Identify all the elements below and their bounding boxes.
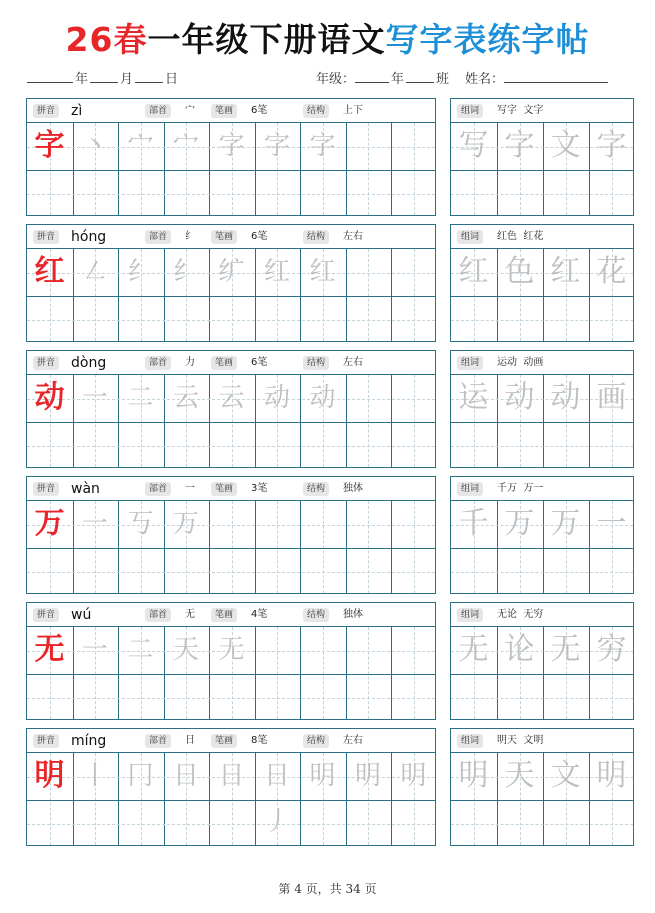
word-practice-block bbox=[450, 98, 634, 216]
writing-grid bbox=[451, 375, 633, 467]
strokes-label: 笔画 bbox=[211, 356, 237, 370]
page-title bbox=[0, 14, 655, 61]
word-info-header bbox=[451, 99, 633, 123]
date-line: 年 月 日 bbox=[27, 68, 180, 87]
stroke-trace-character[interactable]: 冂 bbox=[127, 761, 154, 791]
stroke-trace-character[interactable]: 一 bbox=[81, 383, 108, 413]
grade-blank[interactable] bbox=[355, 71, 389, 83]
radical-value: 纟 bbox=[185, 231, 195, 242]
target-character: 万 bbox=[34, 506, 65, 541]
word-trace-character[interactable]: 论 bbox=[504, 632, 535, 667]
radical-value: 宀 bbox=[185, 105, 195, 116]
words-value: 千万 万一 bbox=[497, 483, 544, 494]
writing-grid bbox=[451, 627, 633, 719]
page-number: 第 4 页，共 34 页 bbox=[278, 882, 377, 896]
stroke-trace-character[interactable]: 宀 bbox=[172, 131, 199, 161]
word-trace-character[interactable]: 千 bbox=[458, 506, 489, 541]
pinyin-value: hóng bbox=[71, 229, 107, 245]
stroke-trace-character[interactable]: 日 bbox=[218, 761, 245, 791]
char-info-header bbox=[27, 477, 435, 501]
words-label: 组词 bbox=[457, 230, 483, 244]
student-line: 年级： 年 班 姓名： bbox=[316, 68, 608, 87]
stroke-trace-character[interactable]: 动 bbox=[263, 383, 290, 413]
stroke-trace-character[interactable]: 丂 bbox=[127, 509, 154, 539]
char-info-header bbox=[27, 225, 435, 249]
word-trace-character[interactable]: 万 bbox=[504, 506, 535, 541]
target-character: 无 bbox=[34, 632, 65, 667]
strokes-label: 笔画 bbox=[211, 482, 237, 496]
title-subject: 写字表练字帖 bbox=[385, 20, 590, 59]
word-practice-block bbox=[450, 224, 634, 342]
strokes-label: 笔画 bbox=[211, 230, 237, 244]
radical-value: 力 bbox=[185, 357, 195, 368]
writing-grid bbox=[451, 123, 633, 215]
word-trace-character[interactable]: 红 bbox=[550, 254, 581, 289]
structure-label: 结构 bbox=[303, 608, 329, 622]
words-value: 运动 动画 bbox=[497, 357, 544, 368]
words-label: 组词 bbox=[457, 482, 483, 496]
radical-label: 部首 bbox=[145, 104, 171, 118]
word-trace-character[interactable]: 画 bbox=[596, 380, 627, 415]
stroke-trace-character[interactable]: 纟 bbox=[127, 257, 154, 287]
char-practice-block bbox=[26, 476, 436, 594]
char-info-header bbox=[27, 99, 435, 123]
word-trace-character[interactable]: 运 bbox=[458, 380, 489, 415]
word-trace-character[interactable]: 色 bbox=[504, 254, 535, 289]
stroke-trace-character[interactable]: 红 bbox=[309, 257, 336, 287]
word-trace-character[interactable]: 动 bbox=[550, 380, 581, 415]
radical-label: 部首 bbox=[145, 356, 171, 370]
word-practice-block bbox=[450, 476, 634, 594]
radical-label: 部首 bbox=[145, 734, 171, 748]
strokes-value: 4笔 bbox=[251, 609, 268, 620]
word-trace-character[interactable]: 穷 bbox=[596, 632, 627, 667]
pinyin-label: 拼音 bbox=[33, 734, 59, 748]
stroke-trace-character[interactable]: 丶 bbox=[81, 131, 108, 161]
char-info-header bbox=[27, 351, 435, 375]
word-practice-block bbox=[450, 602, 634, 720]
pinyin-value: wàn bbox=[71, 481, 100, 497]
structure-label: 结构 bbox=[303, 230, 329, 244]
structure-value: 左右 bbox=[343, 357, 363, 368]
word-trace-character[interactable]: 字 bbox=[596, 128, 627, 163]
stroke-trace-character[interactable]: 宀 bbox=[127, 131, 154, 161]
structure-value: 左右 bbox=[343, 735, 363, 746]
stroke-trace-character[interactable]: 一 bbox=[81, 635, 108, 665]
word-trace-character[interactable]: 字 bbox=[504, 128, 535, 163]
word-trace-character[interactable]: 明 bbox=[596, 758, 627, 793]
stroke-trace-character[interactable]: 明 bbox=[400, 761, 427, 791]
pinyin-value: zì bbox=[71, 103, 83, 119]
radical-value: 无 bbox=[185, 609, 195, 620]
pinyin-value: wú bbox=[71, 607, 92, 623]
word-trace-character[interactable]: 无 bbox=[550, 632, 581, 667]
words-value: 无论 无穷 bbox=[497, 609, 544, 620]
structure-value: 独体 bbox=[343, 483, 363, 494]
title-year: 26春 bbox=[65, 20, 148, 59]
word-info-header bbox=[451, 729, 633, 753]
char-practice-block bbox=[26, 350, 436, 468]
radical-label: 部首 bbox=[145, 608, 171, 622]
writing-grid bbox=[451, 249, 633, 341]
structure-value: 上下 bbox=[343, 105, 363, 116]
stroke-trace-character[interactable]: 纟 bbox=[172, 257, 199, 287]
word-trace-character[interactable]: 一 bbox=[596, 506, 627, 541]
stroke-trace-character[interactable]: 字 bbox=[263, 131, 290, 161]
target-character: 红 bbox=[34, 254, 65, 289]
stroke-trace-character[interactable]: 日 bbox=[172, 761, 199, 791]
stroke-trace-character[interactable]: 纩 bbox=[218, 257, 245, 287]
stroke-trace-character[interactable]: 一 bbox=[81, 509, 108, 539]
year-blank[interactable] bbox=[27, 71, 73, 83]
target-character: 明 bbox=[34, 758, 65, 793]
structure-label: 结构 bbox=[303, 734, 329, 748]
words-label: 组词 bbox=[457, 356, 483, 370]
stroke-trace-character[interactable]: 二 bbox=[127, 383, 154, 413]
words-label: 组词 bbox=[457, 608, 483, 622]
word-info-header bbox=[451, 225, 633, 249]
word-trace-character[interactable]: 写 bbox=[458, 128, 489, 163]
words-value: 明天 文明 bbox=[497, 735, 544, 746]
target-character: 字 bbox=[34, 128, 65, 163]
radical-value: 一 bbox=[185, 483, 195, 494]
stroke-trace-character[interactable]: 红 bbox=[263, 257, 290, 287]
stroke-trace-character[interactable]: 云 bbox=[218, 383, 245, 413]
pinyin-value: míng bbox=[71, 733, 107, 749]
stroke-trace-character[interactable]: 丨 bbox=[81, 761, 108, 791]
word-practice-block bbox=[450, 350, 634, 468]
char-info-header bbox=[27, 729, 435, 753]
name-blank[interactable] bbox=[504, 71, 608, 83]
month-blank[interactable] bbox=[90, 71, 118, 83]
words-value: 红色 红花 bbox=[497, 231, 544, 242]
stroke-trace-character[interactable]: 二 bbox=[127, 635, 154, 665]
structure-label: 结构 bbox=[303, 482, 329, 496]
word-trace-character[interactable]: 文 bbox=[550, 758, 581, 793]
words-value: 写字 文字 bbox=[497, 105, 544, 116]
strokes-label: 笔画 bbox=[211, 608, 237, 622]
words-label: 组词 bbox=[457, 104, 483, 118]
writing-grid bbox=[27, 501, 435, 593]
char-info-header bbox=[27, 603, 435, 627]
writing-grid bbox=[27, 123, 435, 215]
stroke-trace-character[interactable]: 动 bbox=[309, 383, 336, 413]
radical-label: 部首 bbox=[145, 230, 171, 244]
strokes-value: 6笔 bbox=[251, 105, 268, 116]
pinyin-label: 拼音 bbox=[33, 356, 59, 370]
radical-label: 部首 bbox=[145, 482, 171, 496]
word-trace-character[interactable]: 动 bbox=[504, 380, 535, 415]
grade-class-blank[interactable] bbox=[406, 71, 434, 83]
pinyin-label: 拼音 bbox=[33, 104, 59, 118]
radical-value: 日 bbox=[185, 735, 195, 746]
strokes-value: 6笔 bbox=[251, 357, 268, 368]
char-practice-block bbox=[26, 602, 436, 720]
stroke-trace-character[interactable]: ㇜ bbox=[81, 257, 108, 287]
stroke-trace-character[interactable]: 字 bbox=[309, 131, 336, 161]
writing-grid bbox=[27, 375, 435, 467]
word-practice-block bbox=[450, 728, 634, 846]
pinyin-value: dòng bbox=[71, 355, 107, 371]
pinyin-label: 拼音 bbox=[33, 608, 59, 622]
word-trace-character[interactable]: 无 bbox=[458, 632, 489, 667]
day-blank[interactable] bbox=[135, 71, 163, 83]
words-label: 组词 bbox=[457, 734, 483, 748]
target-character: 动 bbox=[34, 380, 65, 415]
writing-grid bbox=[27, 627, 435, 719]
strokes-value: 3笔 bbox=[251, 483, 268, 494]
title-grade: 一年级下册语文 bbox=[147, 20, 386, 59]
word-info-header bbox=[451, 603, 633, 627]
word-info-header bbox=[451, 351, 633, 375]
stroke-trace-character[interactable]: 无 bbox=[218, 635, 245, 665]
pinyin-label: 拼音 bbox=[33, 230, 59, 244]
strokes-value: 8笔 bbox=[251, 735, 268, 746]
word-trace-character[interactable]: 文 bbox=[550, 128, 581, 163]
stroke-trace-character[interactable]: 天 bbox=[172, 635, 199, 665]
strokes-label: 笔画 bbox=[211, 734, 237, 748]
stroke-trace-character[interactable]: 明 bbox=[354, 761, 381, 791]
strokes-value: 6笔 bbox=[251, 231, 268, 242]
word-trace-character[interactable]: 天 bbox=[504, 758, 535, 793]
stroke-trace-character[interactable]: 云 bbox=[172, 383, 199, 413]
writing-grid bbox=[451, 501, 633, 593]
writing-grid bbox=[27, 753, 435, 845]
stroke-trace-character[interactable]: 万 bbox=[172, 509, 199, 539]
word-trace-character[interactable]: 明 bbox=[458, 758, 489, 793]
structure-label: 结构 bbox=[303, 356, 329, 370]
char-practice-block bbox=[26, 728, 436, 846]
stroke-trace-character[interactable]: 明 bbox=[309, 761, 336, 791]
structure-value: 独体 bbox=[343, 609, 363, 620]
writing-grid bbox=[451, 753, 633, 845]
word-trace-character[interactable]: 万 bbox=[550, 506, 581, 541]
pinyin-label: 拼音 bbox=[33, 482, 59, 496]
char-practice-block bbox=[26, 224, 436, 342]
writing-grid bbox=[27, 249, 435, 341]
stroke-trace-character[interactable]: 字 bbox=[218, 131, 245, 161]
word-trace-character[interactable]: 红 bbox=[458, 254, 489, 289]
stroke-trace-character[interactable]: 日丿 bbox=[263, 761, 290, 837]
strokes-label: 笔画 bbox=[211, 104, 237, 118]
word-info-header bbox=[451, 477, 633, 501]
word-trace-character[interactable]: 花 bbox=[596, 254, 627, 289]
char-practice-block bbox=[26, 98, 436, 216]
structure-label: 结构 bbox=[303, 104, 329, 118]
structure-value: 左右 bbox=[343, 231, 363, 242]
